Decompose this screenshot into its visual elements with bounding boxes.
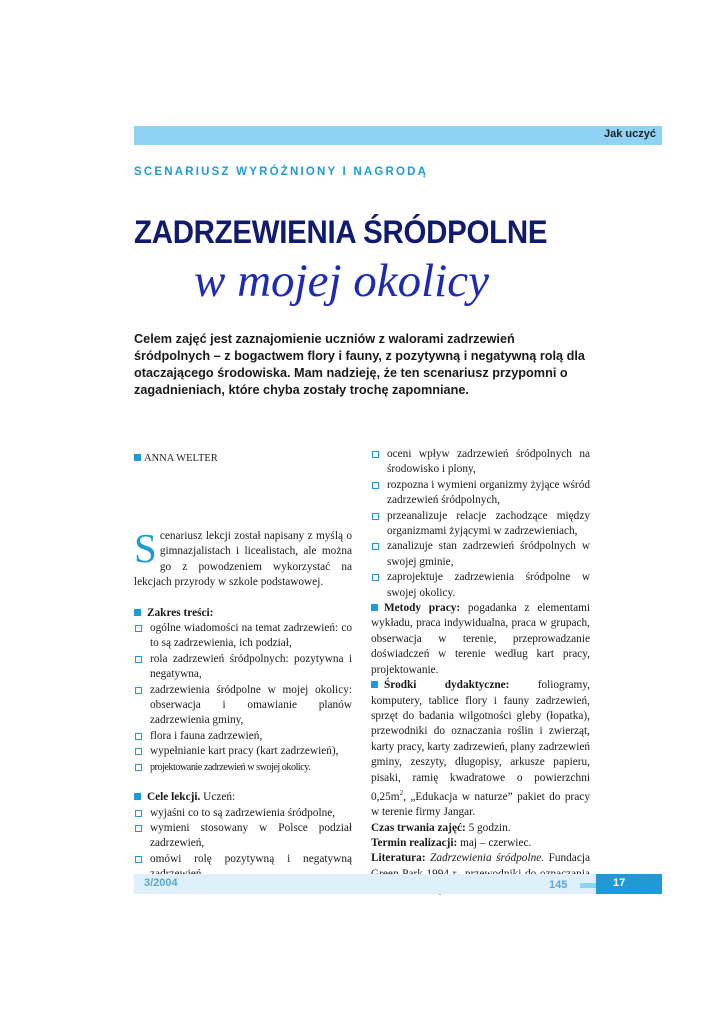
list-item: flora i fauna zadrzewień, <box>134 729 352 744</box>
list-item: ogólne wiadomości na temat zadrzewień: co to są zadrzewienia, ich podział, <box>134 621 352 652</box>
list-item: rola zadrzewień śródpolnych: pozytywna i negatywna, <box>134 652 352 683</box>
checkbox-bullet-icon <box>135 825 142 832</box>
goals-heading: Cele lekcji. Uczeń: <box>134 790 352 805</box>
drop-cap: S <box>134 525 157 571</box>
checkbox-bullet-icon <box>372 574 379 581</box>
list-item: przeanalizuje relacje zachodzące między organizmami żyjącymi w zadrzewieniach, <box>371 509 590 540</box>
author-name: ANNA WELTER <box>144 453 218 464</box>
article-title: ZADRZEWIENIA ŚRÓDPOLNE <box>134 214 548 250</box>
content-heading: Zakres treści: <box>134 606 352 621</box>
list-item: oceni wpływ zadrzewień śródpolnych na środowisko i plony, <box>371 447 590 478</box>
list-item: wymieni stosowany w Polsce podział zadrzewień, <box>134 821 352 852</box>
section-label: Jak uczyć <box>604 128 656 140</box>
intro-paragraph <box>134 525 352 591</box>
list-item: projektowanie zadrzewień w swojej okolicy. <box>134 760 352 775</box>
overall-page-number: 145 <box>549 879 568 891</box>
lead-paragraph: Celem zajęć jest zaznajomienie uczniów z walorami zadrzewień śródpolnych – z bogactwem flory i fauny, z pozytywną i negatywną rolą dla otaczającego środowiska. Mam nadzieję, że ten scenariusz przypomni o zagadnieniach, które chyba zostały trochę zapomniane. <box>134 332 585 397</box>
checkbox-bullet-icon <box>135 625 142 632</box>
author-byline <box>134 453 218 464</box>
checkbox-bullet-icon <box>135 733 142 740</box>
means-paragraph: Środki dydaktyczne: foliogramy, komputery, tablice flory i fauny zadrzewień, sprzęt do badania wilgotności gleby (łopatka), przewodniki do oznaczania roślin i zwierząt, karty pracy, karty zadrzewień, plany zadrzewień gminy, zeszyty, długopisy, arkusze papieru, pisaki, ramię kwadratowe o powierzchni $0,25m^2$, „Edukacja w naturze” pakiet do pracy w terenie firmy Jangar. <box>371 679 590 819</box>
methods-paragraph: Metody pracy: pogadanka z elementami wykładu, praca indywidualna, praca w grupach, obserwacja w terenie, przeprowadzanie doświadczeń w terenie według kart pracy, projektowanie. <box>371 602 591 676</box>
square-bullet-icon <box>134 609 141 616</box>
page-number: 17 <box>613 877 626 889</box>
checkbox-bullet-icon <box>135 764 142 771</box>
checkbox-bullet-icon <box>135 748 142 755</box>
checkbox-bullet-icon <box>135 810 142 817</box>
duration-paragraph: Czas trwania zajęć: 5 godzin. <box>371 821 511 834</box>
checkbox-bullet-icon <box>135 687 142 694</box>
square-bullet-icon <box>134 454 141 461</box>
footer-dash <box>580 883 596 888</box>
header-bar <box>134 126 662 145</box>
list-item: zaprojektuje zadrzewienia śródpolne w swojej okolicy. <box>371 570 590 601</box>
term-paragraph: Termin realizacji: maj – czerwiec. <box>371 836 532 849</box>
checkbox-bullet-icon <box>372 543 379 550</box>
kicker: SCENARIUSZ WYRÓŻNIONY I NAGRODĄ <box>134 166 429 178</box>
checkbox-bullet-icon <box>372 513 379 520</box>
square-bullet-icon <box>134 793 141 800</box>
left-column <box>134 525 352 883</box>
list-item: zadrzewienia śródpolne w mojej okolicy: obserwacja i omawianie planów zadrzewienia gminy, <box>134 683 352 729</box>
page-number-box <box>596 874 662 894</box>
square-bullet-icon <box>371 604 378 611</box>
checkbox-bullet-icon <box>372 482 379 489</box>
checkbox-bullet-icon <box>135 856 142 863</box>
literature-paragraph: Literatura: Zadrzewienia śródpolne. Fundacja <box>371 852 590 865</box>
intro-text: cenariusz lekcji został napisany z myślą o gimnazjalistach i licealistach, ale można go z powodzeniem wykorzystać na lekcjach przyrody w szkole podstawowej. <box>134 530 352 589</box>
right-column <box>371 447 590 898</box>
list-item: wypełnianie kart pracy (kart zadrzewień), <box>134 744 352 759</box>
list-item: zanalizuje stan zadrzewień śródpolnych w swojej gminie, <box>371 539 590 570</box>
list-item: omówi rolę pozytywną i negatywną <box>134 852 352 883</box>
list-item: wyjaśni co to są zadrzewienia śródpolne, <box>134 806 352 821</box>
issue-number: 3/2004 <box>144 877 178 889</box>
article-subtitle: w mojej okolicy <box>194 255 489 307</box>
list-item: rozpozna i wymieni organizmy żyjące wśród zadrzewień śródpolnych, <box>371 478 590 509</box>
checkbox-bullet-icon <box>372 451 379 458</box>
checkbox-bullet-icon <box>135 656 142 663</box>
square-bullet-icon <box>371 681 378 688</box>
